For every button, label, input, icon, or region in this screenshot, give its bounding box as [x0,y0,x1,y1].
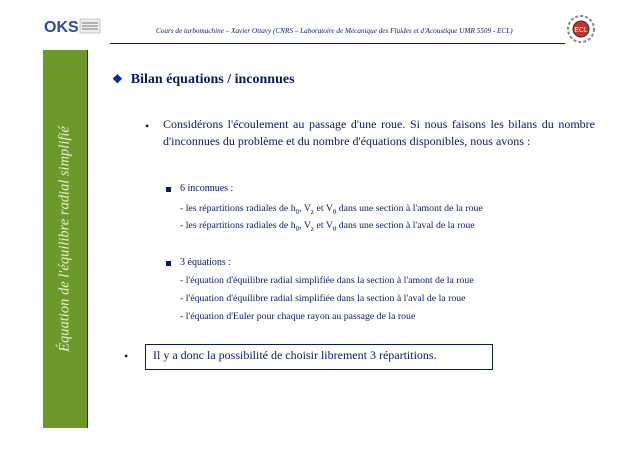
heading-text: Bilan équations / inconnues [130,72,295,87]
square-bullet-icon [166,261,171,266]
unknowns-line: - les répartitions radiales de $h_0$, $V_z$ et $V_\theta$ dans une section à l'aval de la roue [180,220,475,233]
equations-line: - l'équation d'équilibre radial simplifiée dans la section à l'aval de la roue [180,293,466,304]
slide-heading [112,72,295,88]
equations-title: 3 équations : [180,257,232,268]
bullet-icon: • [145,119,150,133]
header-divider [110,43,565,44]
course-header: Cours de turbomachine – Xavier Ottavy (CNRS – Laboratoire de Mécanique des Fluides et d'Acoustique UMR 5509 - ECL) [156,27,513,35]
square-bullet-icon [166,187,171,192]
equations-line: - l'équation d'équilibre radial simplifiée dans la section à l'amont de la roue [180,275,474,286]
equations-line: - l'équation d'Euler pour chaque rayon au passage de la roue [180,311,416,322]
oks-logo [44,14,104,40]
unknowns-line: - les répartitions radiales de $h_0$, $V_z$ et $V_\theta$ dans une section à l'amont de la roue [180,203,483,216]
sidebar-title: Équation de l'équilibre radial simplifié [56,126,73,352]
intro-paragraph: Considérons l'écoulement au passage d'une roue. Si nous faisons les bilans du nombre d'inconnues du problème et du nombre d'équations disponibles, nous avons : [163,117,595,148]
conclusion-text: Il y a donc la possibilité de choisir librement 3 répartitions. [153,348,437,362]
logo-text: OKS [44,19,79,36]
diamond-bullet-icon: ❖ [112,72,123,86]
sidebar-divider [87,50,88,428]
bullet-icon: • [124,349,129,363]
logo-text: ECL [574,27,588,34]
unknowns-title: 6 inconnues : [180,183,234,194]
